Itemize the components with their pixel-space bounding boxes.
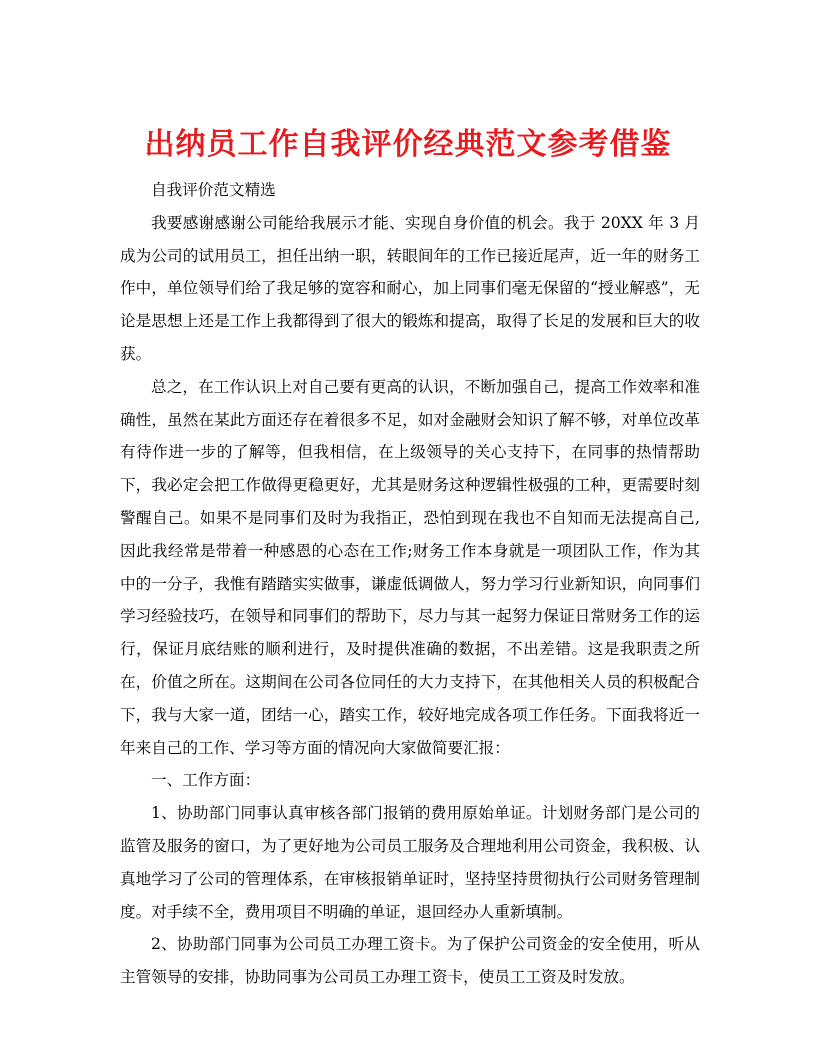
paragraph-intro: 我要感谢感谢公司能给我展示才能、实现自身价值的机会。我于 20XX 年 3 月成为公司的试用员工，担任出纳一职，转眼间年的工作已接近尾声，近一年的财务工作中，单位领导们给了我足够的宽容和耐心，加上同事们毫无保留的“授业解惑”，无论是思想上还是工作上我都得到了很大的锻炼和提高，取得了长足的发展和巨大的收获。 [120, 213, 700, 363]
document-body [120, 174, 700, 994]
paragraph-summary: 总之，在工作认识上对自己要有更高的认识，不断加强自己，提高工作效率和准确性，虽然在某此方面还存在着很多不足，如对金融财会知识了解不够，对单位改革有待作进一步的了解等，但我相信，在上级领导的关心支持下，在同事的热情帮助下，我必定会把工作做得更稳更好，尤其是财务这种逻辑性极强的工种，更需要时刻警醒自己。如果不是同事们及时为我指正，恐怕到现在我也不自知而无法提高自己,因此我经常是带着一种感恩的心态在工作;财务工作本身就是一项团队工作，作为其中的一分子，我惟有踏踏实实做事，谦虚低调做人，努力学习行业新知识，向同事们学习经验技巧，在领导和同事们的帮助下，尽力与其一起努力保证日常财务工作的运行，保证月底结账的顺利进行，及时提供准确的数据，不出差错。这是我职责之所在，价值之所在。这期间在公司各位同任的大力支持下，在其他相关人员的积极配合下，我与大家一道，团结一心，踏实工作，较好地完成各项工作任务。下面我将近一年来自己的工作、学习等方面的情况向大家做简要汇报： [120, 377, 700, 757]
section-heading-work: 一、工作方面： [151, 771, 261, 790]
paragraph-item-1: 1、协助部门同事认真审核各部门报销的费用原始单证。计划财务部门是公司的监管及服务的窗口，为了更好地为公司员工服务及合理地利用公司资金，我积极、认真地学习了公司的管理体系，在审核报销单证时，坚持坚持贯彻执行公司财务管理制度。对手续不全，费用项目不明确的单证，退回经办人重新填制。 [120, 804, 700, 921]
document-title: 出纳员工作自我评价经典范文参考借鉴 [144, 127, 672, 163]
paragraph-item-2: 2、协助部门同事为公司员工办理工资卡。为了保护公司资金的安全使用，听从主管领导的安排，协助同事为公司员工办理工资卡，使员工工资及时发放。 [120, 935, 700, 987]
paragraph-subheading: 自我评价范文精选 [151, 181, 276, 199]
